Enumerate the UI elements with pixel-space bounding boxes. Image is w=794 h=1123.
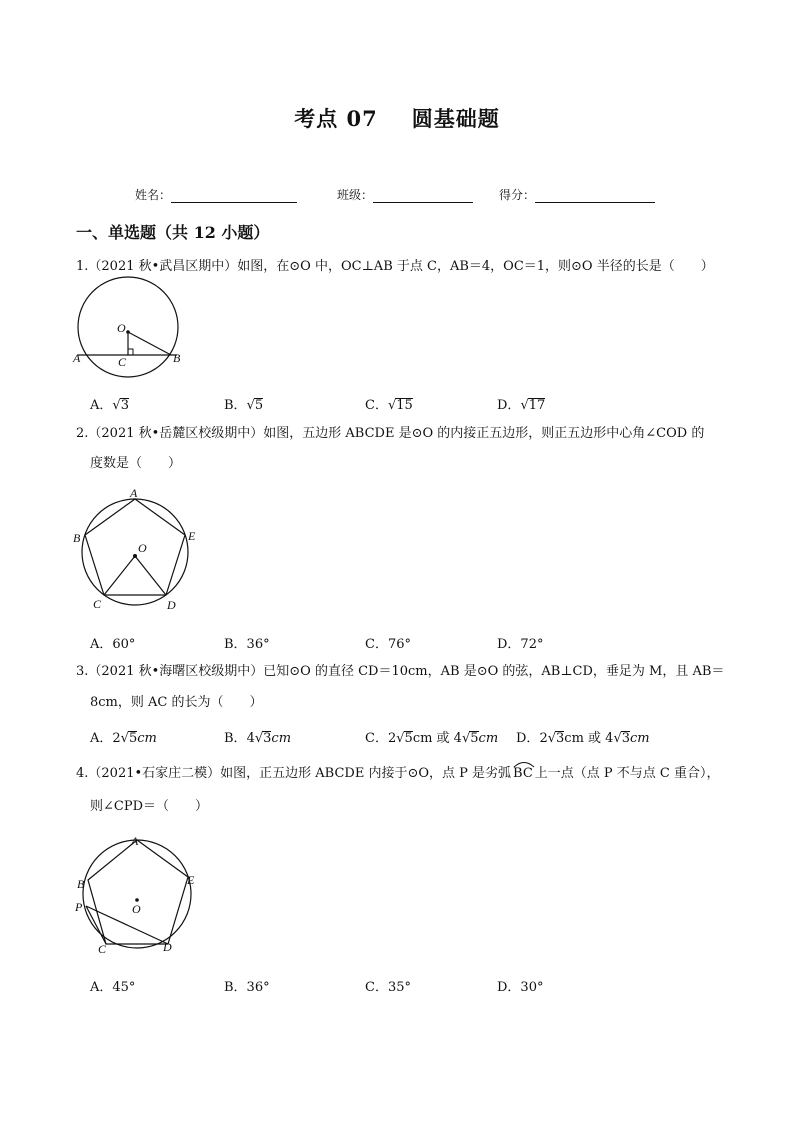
score-label: 得分： [499, 188, 536, 202]
q2-label-e: E [188, 529, 196, 543]
class-label: 班级： [337, 188, 374, 202]
name-blank [171, 190, 297, 203]
q2-label-a: A [130, 486, 138, 500]
student-name-field [135, 186, 297, 203]
title-subject: 圆基础题 [411, 106, 500, 131]
question-2-text-line1: 2.（2021 秋•岳麓区校级期中）如图，五边形 ABCDE 是⊙O 的内接正五边形，则正五边形中心角∠COD 的 [76, 426, 705, 441]
title-topic: 考点 07 [294, 106, 378, 131]
question-4-text-line1 [76, 766, 720, 782]
q4-arc-bc: BC [513, 766, 533, 782]
question-4-text-part1: 4.（2021•石家庄二模）如图，正五边形 ABCDE 内接于⊙O，点 P 是劣弧 [76, 766, 512, 781]
q3-option-a[interactable]: A．2√5cm [90, 731, 157, 746]
section-heading: 一、单选题（共 12 小题） [76, 223, 270, 242]
q4-option-a[interactable]: A．45° [90, 980, 136, 995]
q4-option-d[interactable]: D．30° [497, 980, 544, 995]
question-4-text-part2: 上一点（点 P 不与点 C 重合）， [534, 766, 720, 781]
q1-label-b: B [173, 351, 181, 365]
question-2-text-line2: 度数是（ ） [90, 456, 182, 471]
class-field [337, 186, 473, 203]
q2-option-a[interactable]: A．60° [90, 637, 136, 652]
q4-pentagon-figure [82, 838, 197, 950]
q4-label-d: D [163, 940, 172, 954]
question-3-text-line2: 8cm，则 AC 的长为（ ） [90, 695, 263, 710]
q1-option-d[interactable]: D．√17 [497, 398, 546, 413]
q2-label-d: D [167, 598, 176, 612]
q2-option-b[interactable]: B．36° [224, 637, 270, 652]
q3-option-b[interactable]: B．4√3cm [224, 731, 292, 746]
q1-circle-figure [70, 284, 185, 384]
q4-option-b[interactable]: B．36° [224, 980, 270, 995]
q4-label-o: O [132, 902, 141, 916]
q2-option-c[interactable]: C．76° [365, 637, 411, 652]
q4-label-p: P [75, 900, 83, 914]
q2-option-d[interactable]: D．72° [497, 637, 544, 652]
q4-label-c: C [98, 942, 107, 956]
question-3-text-line1: 3.（2021 秋•海曙区校级期中）已知⊙O 的直径 CD＝10cm，AB 是⊙O 的弦，AB⊥CD，垂足为 M，且 AB＝ [76, 664, 725, 679]
q1-option-b[interactable]: B．√5 [224, 398, 264, 413]
question-4-text-line2: 则∠CPD＝（ ） [90, 799, 209, 814]
q4-label-b: B [77, 877, 85, 891]
q1-label-c: C [118, 355, 127, 369]
q2-label-o: O [138, 541, 147, 555]
q3-option-c[interactable]: C．2√5cm 或 4√5cm [365, 731, 499, 746]
q1-option-c[interactable]: C．√15 [365, 398, 413, 413]
q2-label-b: B [73, 531, 81, 545]
q4-label-a: A [131, 834, 139, 848]
q1-option-a[interactable]: A．√3 [90, 398, 129, 413]
question-1-text: 1.（2021 秋•武昌区期中）如图，在⊙O 中，OC⊥AB 于点 C，AB＝4，OC＝1，则⊙O 半径的长是（ ） [76, 259, 714, 274]
q1-label-a: A [73, 351, 81, 365]
page-title [0, 103, 794, 133]
q1-label-o: O [117, 321, 126, 335]
class-blank [373, 190, 473, 203]
score-field [499, 186, 655, 203]
q4-label-e: E [187, 873, 195, 887]
name-label: 姓名： [135, 188, 172, 202]
q2-label-c: C [93, 597, 102, 611]
q4-option-c[interactable]: C．35° [365, 980, 411, 995]
q3-option-d[interactable]: D．2√3cm 或 4√3cm [516, 731, 650, 746]
score-blank [535, 190, 655, 203]
